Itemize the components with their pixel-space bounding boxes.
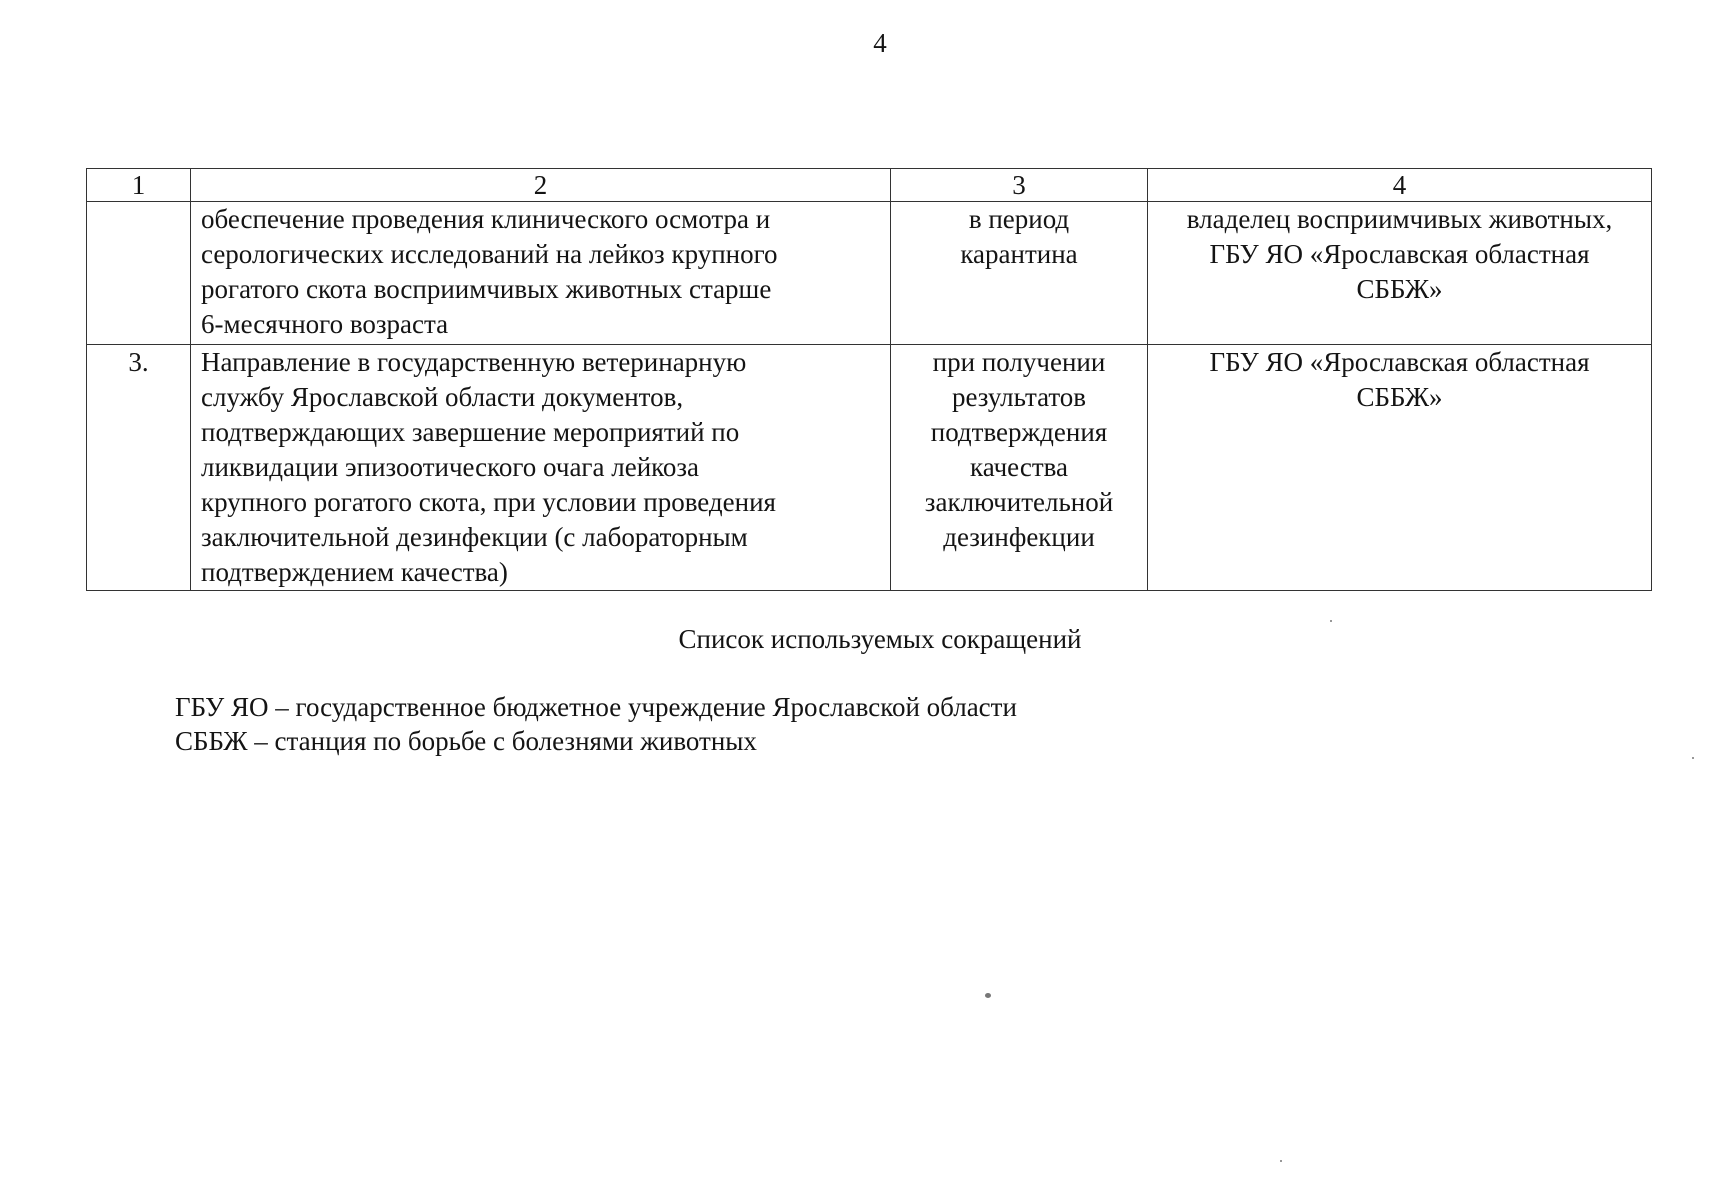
measure-line: подтверждающих завершение мероприятий по bbox=[201, 417, 740, 447]
table-header-row bbox=[87, 169, 1652, 202]
measure-cell bbox=[191, 345, 891, 591]
responsible-cell bbox=[1148, 345, 1652, 591]
measure-line: серологических исследований на лейкоз крупного bbox=[201, 239, 778, 269]
measure-line: службу Ярославской области документов, bbox=[201, 382, 684, 412]
abbreviation-item: ГБУ ЯО – государственное бюджетное учреждение Ярославской области bbox=[175, 692, 1017, 722]
timing-line: результатов bbox=[951, 382, 1087, 412]
abbreviations-heading: Список используемых сокращений bbox=[678, 624, 1082, 654]
scan-speck bbox=[985, 993, 991, 998]
responsible-line: СББЖ» bbox=[1356, 382, 1443, 412]
responsible-line: владелец восприимчивых животных, bbox=[1186, 204, 1613, 234]
scan-speck bbox=[1692, 757, 1694, 759]
measures-table bbox=[86, 168, 1652, 591]
measure-line: подтверждением качества) bbox=[201, 557, 508, 587]
measure-line: рогатого скота восприимчивых животных старше bbox=[201, 274, 772, 304]
table-row bbox=[87, 202, 1652, 345]
row-number: 3. bbox=[87, 345, 191, 591]
timing-cell bbox=[891, 345, 1148, 591]
measure-line: 6-месячного возраста bbox=[201, 309, 449, 339]
timing-line: карантина bbox=[960, 239, 1078, 269]
column-header-4: 4 bbox=[1148, 169, 1652, 202]
column-header-1: 1 bbox=[87, 169, 191, 202]
timing-line: при получении bbox=[932, 347, 1106, 377]
column-header-2: 2 bbox=[191, 169, 891, 202]
row-number bbox=[87, 202, 191, 345]
measure-cell bbox=[191, 202, 891, 345]
page-number: 4 bbox=[873, 28, 887, 58]
timing-line: дезинфекции bbox=[943, 522, 1095, 552]
responsible-line: ГБУ ЯО «Ярославская областная bbox=[1209, 347, 1590, 377]
timing-line: подтверждения bbox=[930, 417, 1108, 447]
column-header-3: 3 bbox=[891, 169, 1148, 202]
timing-line: качества bbox=[969, 452, 1068, 482]
timing-cell bbox=[891, 202, 1148, 345]
measure-line: ликвидации эпизоотического очага лейкоза bbox=[201, 452, 700, 482]
scan-speck bbox=[1330, 620, 1332, 622]
abbreviation-item: СББЖ – станция по борьбе с болезнями животных bbox=[175, 726, 757, 756]
abbreviations-list bbox=[175, 690, 1017, 758]
measure-line: заключительной дезинфекции (с лабораторным bbox=[201, 522, 748, 552]
measure-line: крупного рогатого скота, при условии проведения bbox=[201, 487, 776, 517]
timing-line: в период bbox=[968, 204, 1070, 234]
responsible-line: СББЖ» bbox=[1356, 274, 1443, 304]
measure-line: Направление в государственную ветеринарную bbox=[201, 347, 747, 377]
measure-line: обеспечение проведения клинического осмотра и bbox=[201, 204, 771, 234]
responsible-cell bbox=[1148, 202, 1652, 345]
responsible-line: ГБУ ЯО «Ярославская областная bbox=[1209, 239, 1590, 269]
timing-line: заключительной bbox=[924, 487, 1114, 517]
table-row bbox=[87, 345, 1652, 591]
scan-speck bbox=[1280, 1160, 1282, 1162]
